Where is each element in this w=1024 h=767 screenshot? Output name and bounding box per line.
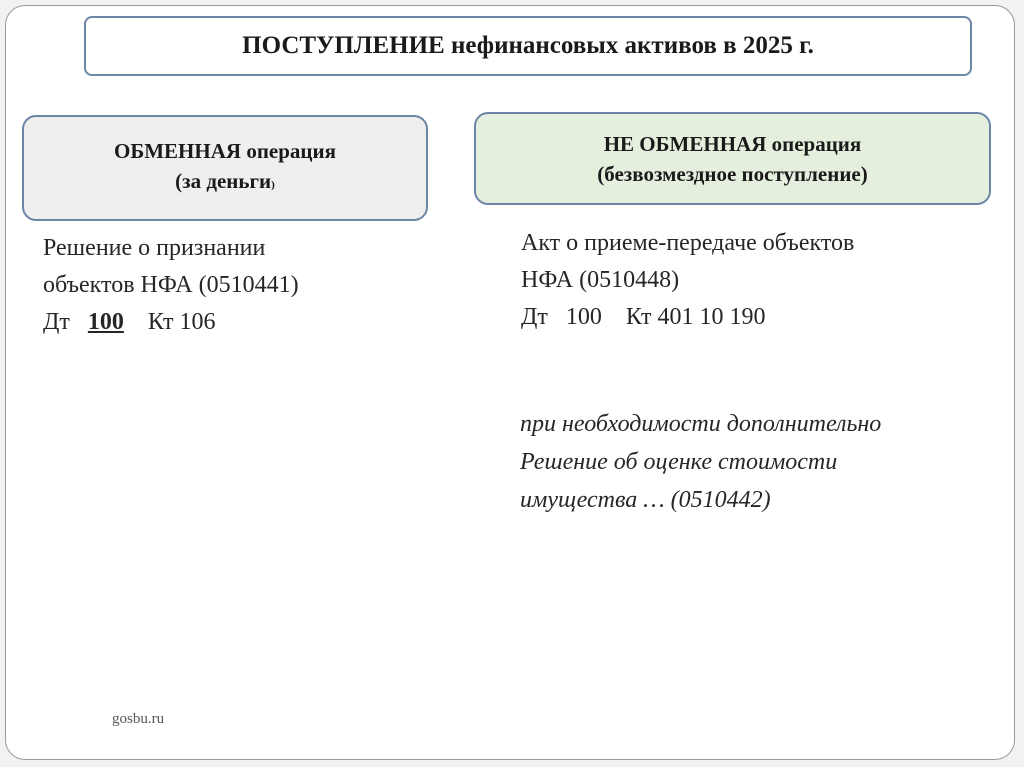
non-exchange-operation-subtitle: (безвозмездное поступление): [597, 161, 868, 186]
additional-note-line-1: при необходимости дополнительно: [520, 411, 882, 437]
non-exchange-doc-line-2: НФА (0510448): [521, 267, 680, 293]
additional-note: [520, 405, 881, 519]
non-exchange-credit: Кт 401 10 190: [625, 304, 766, 330]
non-exchange-entry: [521, 299, 854, 336]
exchange-operation-heading: [114, 136, 336, 166]
exchange-debit-account: 100: [87, 309, 124, 335]
additional-note-line-2: Решение об оценке стоимости: [520, 449, 838, 475]
exchange-operation-subtitle-paren: ): [271, 179, 275, 191]
footer-source: gosbu.ru: [112, 711, 165, 727]
non-exchange-operation-label: НЕ ОБМЕННАЯ: [603, 131, 767, 156]
slide: [5, 5, 1015, 760]
exchange-operation-box: [22, 115, 428, 221]
exchange-operation-label: ОБМЕННАЯ: [114, 139, 242, 163]
exchange-doc-line-2: объектов НФА (0510441): [43, 272, 299, 298]
non-exchange-operation-heading: [604, 129, 862, 159]
slide-title: ПОСТУПЛЕНИЕ нефинансовых активов в 2025 г.: [242, 32, 814, 59]
exchange-doc-line-1: Решение о признании: [43, 235, 266, 261]
exchange-operation-details: [43, 230, 299, 341]
non-exchange-operation-box: [474, 112, 991, 205]
exchange-operation-word: операция: [241, 139, 336, 163]
non-exchange-operation-details: [521, 225, 854, 336]
exchange-entry: [43, 304, 299, 341]
non-exchange-debit-label: Дт: [521, 304, 548, 330]
exchange-credit: Кт 106: [147, 309, 216, 335]
exchange-operation-subtitle: [175, 166, 275, 200]
non-exchange-doc-line-1: Акт о приеме-передаче объектов: [521, 230, 855, 256]
non-exchange-operation-word: операция: [766, 131, 862, 156]
exchange-operation-subtitle-text: (за деньги: [175, 169, 272, 193]
exchange-debit-label: Дт: [43, 309, 70, 335]
non-exchange-debit-account: 100: [565, 304, 602, 330]
slide-title-box: [84, 16, 972, 76]
additional-note-line-3: имущества … (0510442): [520, 487, 771, 513]
